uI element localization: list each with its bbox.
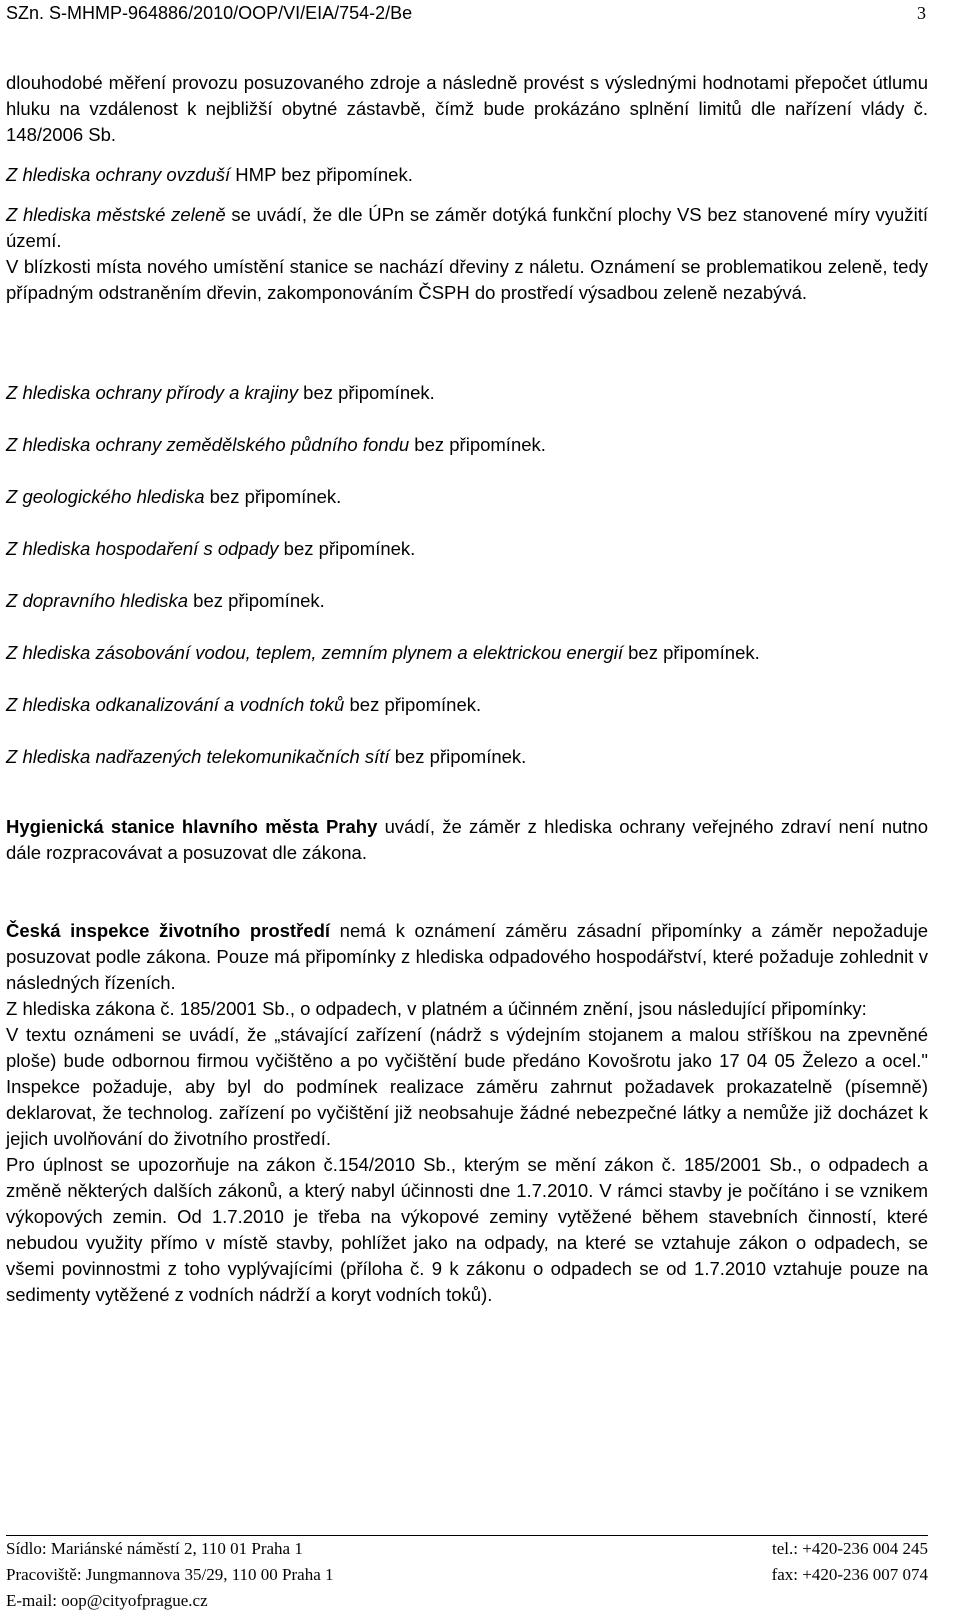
statement-item: Z hlediska odkanalizování a vodních toků bez připomínek. — [6, 694, 482, 715]
statements-list — [6, 380, 928, 770]
statement-item: Z hlediska hospodaření s odpady bez připomínek. — [6, 538, 416, 559]
footer-phone: tel.: +420-236 004 245 — [772, 1539, 928, 1558]
inspection-text-1: V textu oznámeni se uvádí, že „stávající zařízení (nádrž s výdejním stojanem a malou stříškou na zpevněné ploše) bude odbornou firmou vyčištěno a po vyčištění bude předáno Kovošrotu jako 17 04 05 Železo a ocel." Inspekce požaduje, aby byl do podmínek realizace záměru zahrnut požadavek prokazatelně (písemně) deklarovat, že technolog. zařízení po vyčištění již neobsahuje žádné nebezpečné látky a nemůže již docházet k jejich uvolňování do životního prostředí. — [6, 1024, 928, 1149]
statement-item: Z dopravního hlediska bez připomínek. — [6, 590, 325, 611]
inspection-block — [6, 918, 928, 1308]
hygiene-station-block — [6, 814, 928, 866]
air-protection-paragraph: Z hlediska ochrany ovzduší HMP bez připomínek. — [6, 164, 413, 185]
inspection-text-2: Pro úplnost se upozorňuje na zákon č.154/2010 Sb., kterým se mění zákon č. 185/2001 Sb., o odpadech a změně některých dalších zákonů, a který nabyl účinnosti dne 1.7.2010. V rámci stavby je počítáno i se vznikem výkopových zemin. Od 1.7.2010 je třeba na výkopové zeminy vytěžené během stavebních činností, které nebudou využity přímo v místě stavby, pohlížet jako na odpady, na které se vztahuje zákon o odpadech, se všemi povinnostmi z toho vyplývajícími (příloha č. 9 k zákonu o odpadech se od 1.7.2010 vztahuje pouze na sedimenty vytěžené z vodních nádrží a koryt vodních toků). — [6, 1154, 928, 1305]
statement-item: Z hlediska nadřazených telekomunikačních sítí bez připomínek. — [6, 746, 527, 767]
document-reference: SZn. S-MHMP-964886/2010/OOP/VI/EIA/754-2/Be — [6, 3, 413, 23]
top-block — [6, 70, 928, 306]
hygiene-paragraph: Hygienická stanice hlavního města Prahy uvádí, že záměr z hlediska ochrany veřejného zdraví není nutno dále rozpracovávat a posuzovat dle zákona. — [6, 816, 928, 863]
statement-item: Z geologického hlediska bez připomínek. — [6, 486, 342, 507]
noise-paragraph: dlouhodobé měření provozu posuzovaného zdroje a následně provést s výslednými hodnotami přepočet útlumu hluku na vzdálenost k nejbližší obytné zástavbě, čímž bude prokázáno splnění limitů dle nařízení vlády č. 148/2006 Sb. — [6, 72, 928, 145]
inspection-law: Z hlediska zákona č. 185/2001 Sb., o odpadech, v platném a účinném znění, jsou následující připomínky: — [6, 998, 867, 1019]
page-number: 3 — [917, 3, 926, 23]
statement-item: Z hlediska ochrany zemědělského půdního fondu bez připomínek. — [6, 434, 546, 455]
statement-item: Z hlediska zásobování vodou, teplem, zemním plynem a elektrickou energií bez připomínek. — [6, 642, 760, 663]
footer-email: E-mail: oop@cityofprague.cz — [6, 1591, 208, 1610]
footer-address: Sídlo: Mariánské náměstí 2, 110 01 Praha 1 — [6, 1539, 303, 1558]
greenery-paragraph: Z hlediska městské zeleně se uvádí, že dle ÚPn se záměr dotýká funkční plochy VS bez stanovené míry využití území. — [6, 204, 928, 251]
inspection-intro: Česká inspekce životního prostředí nemá k oznámení záměru zásadní připomínky a záměr nepožaduje posuzovat podle zákona. Pouze má připomínky z hlediska odpadového hospodářství, které požaduje zohlednit v následných řízeních. — [6, 920, 928, 993]
footer-workplace: Pracoviště: Jungmannova 35/29, 110 00 Praha 1 — [6, 1565, 334, 1584]
footer-fax: fax: +420-236 007 074 — [771, 1565, 928, 1584]
trees-paragraph: V blízkosti místa nového umístění stanice se nachází dřeviny z náletu. Oznámení se problematikou zeleně, tedy případným odstraněním dřevin, zakomponováním ČSPH do prostředí výsadbou zeleně nezabývá. — [6, 256, 928, 303]
page-footer — [6, 1535, 928, 1614]
statement-item: Z hlediska ochrany přírody a krajiny bez připomínek. — [6, 382, 435, 403]
